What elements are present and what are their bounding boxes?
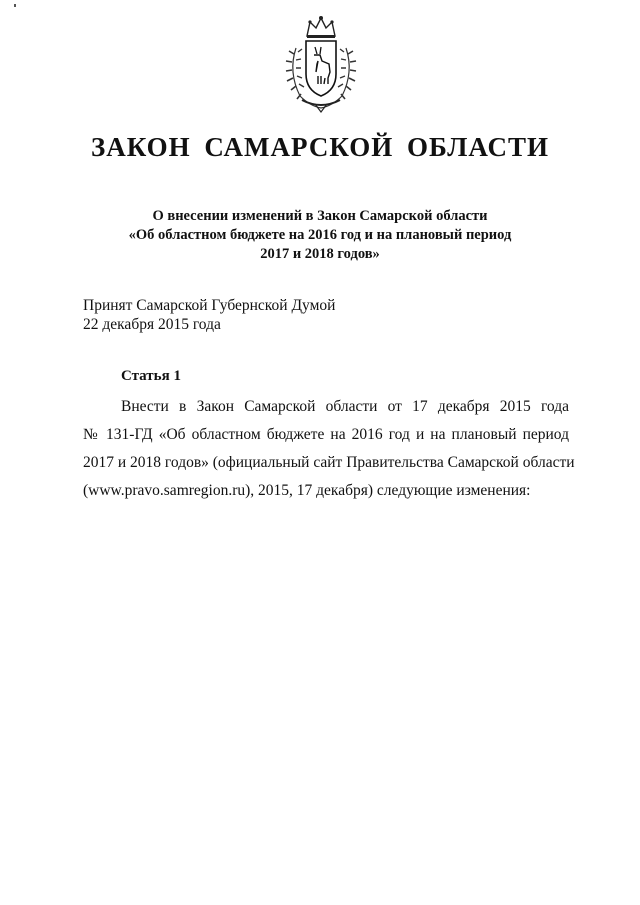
article-body-line: (www.pravo.samregion.ru), 2015, 17 декабря) следующие изменения: bbox=[83, 482, 531, 499]
article-body-line: № 131-ГД «Об областном бюджете на 2016 год и на плановый период bbox=[83, 426, 569, 443]
law-title: ЗАКОН САМАРСКОЙ ОБЛАСТИ bbox=[91, 132, 549, 162]
article-body-line: 2017 и 2018 годов» (официальный сайт Правительства Самарской области bbox=[83, 454, 575, 471]
article-heading: Статья 1 bbox=[121, 368, 181, 384]
law-subject-line: «Об областном бюджете на 2016 год и на плановый период bbox=[128, 227, 512, 243]
scan-speck bbox=[14, 4, 16, 7]
article-body-line: Внести в Закон Самарской области от 17 декабря 2015 года bbox=[121, 398, 569, 415]
adoption-date: 22 декабря 2015 года bbox=[83, 316, 221, 333]
law-subject bbox=[60, 207, 580, 264]
samara-coat-of-arms-icon bbox=[280, 14, 362, 114]
law-subject-line: О внесении изменений в Закон Самарской области bbox=[152, 208, 488, 224]
law-subject-line: 2017 и 2018 годов» bbox=[260, 246, 380, 262]
adoption-note bbox=[83, 296, 335, 334]
adoption-note-line: Принят Самарской Губернской Думой bbox=[83, 297, 336, 314]
article-body bbox=[83, 393, 575, 505]
